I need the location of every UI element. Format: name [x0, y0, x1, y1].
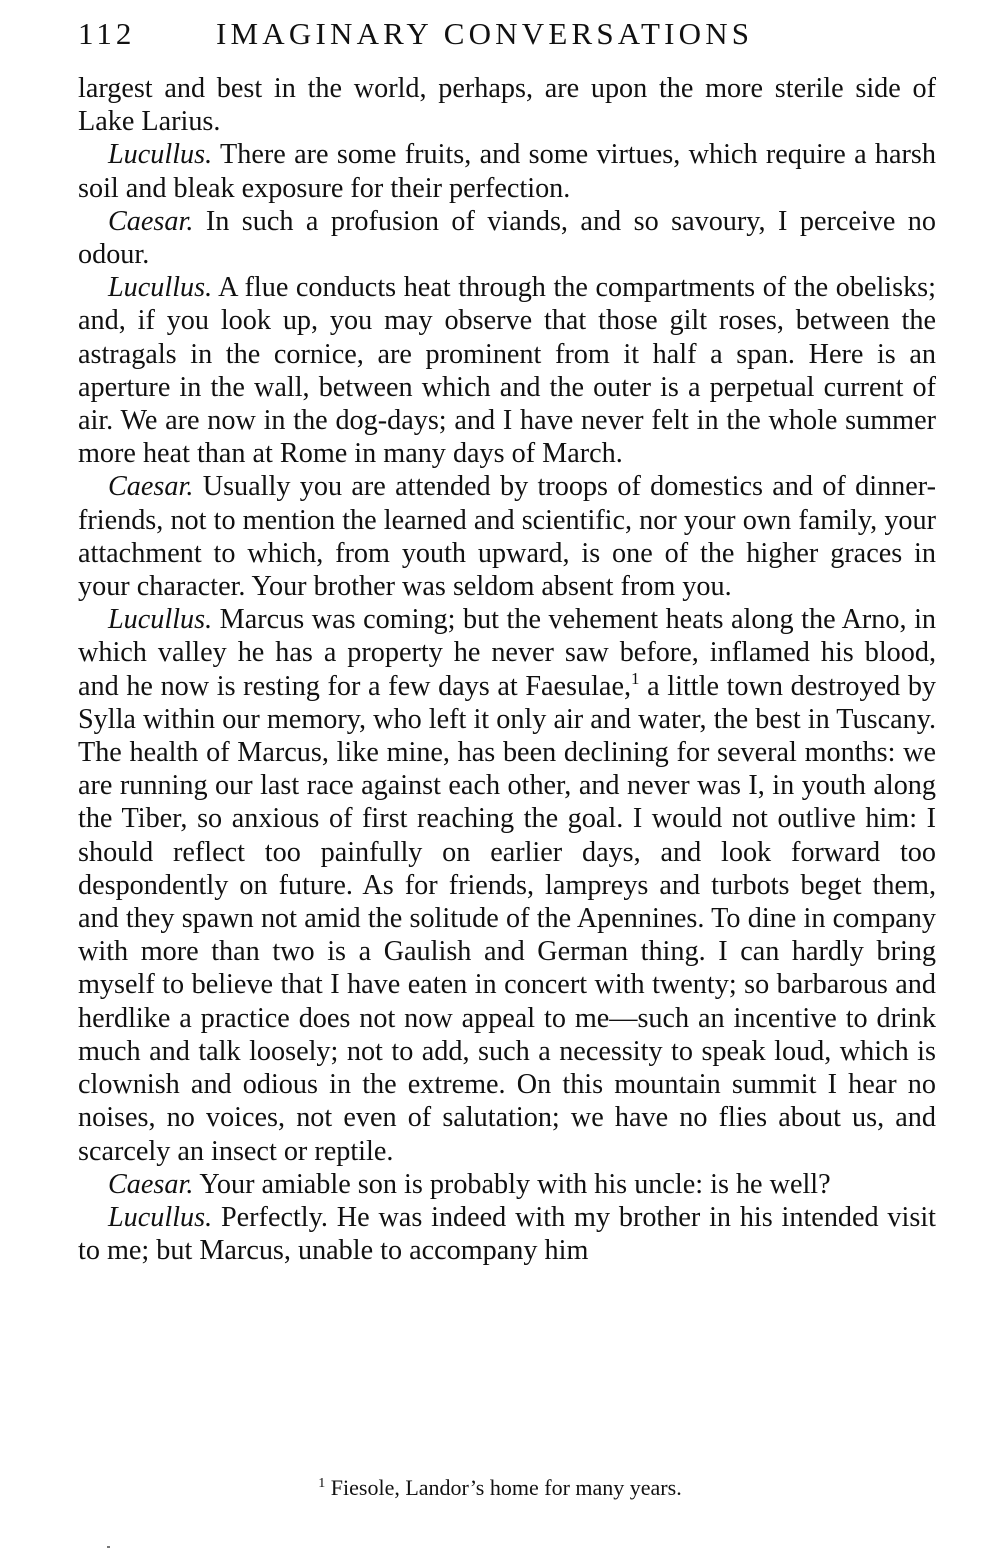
footnote	[0, 1474, 1000, 1502]
running-title: IMAGINARY CONVERSATIONS	[216, 16, 754, 51]
speaker-name: Lucullus.	[108, 604, 213, 636]
dialogue-text: a little town destroyed by Sylla within our memory, who left it only air and water, the best in Tuscany. The health of Marcus, like mine, has been declining for several months: we are running our last race against each other, and never was I, in youth along the Tiber, so anxious of first reaching the goal. I would not outlive him: I should reflect too painfully on earlier days, and look forward too despondently on future. As for friends, lampreys and turbots beget them, and they spawn not amid the solitude of the Apennines. To dine in company with more than two is a Gaulish and German thing. I can hardly bring myself to believe that I have eaten in concert with twenty; so barbarous and herdlike a practice does not now appeal to me—such an incentive to drink much and talk loosely; not to add, such a necessity to speak loud, which is clownish and odious in the extreme. On this mountain summit I hear no noises, no voices, not even of salutation; we have no flies about us, and scarcely an insect or reptile.	[78, 670, 937, 1167]
dialogue-paragraph	[78, 470, 936, 603]
dialogue-text: Perfectly. He was indeed with my brother in his intended visit to me; but Marcus, unable to accompany him	[78, 1201, 936, 1267]
paragraph	[78, 72, 936, 138]
dialogue-paragraph	[78, 205, 936, 271]
dialogue-text: Usually you are attended by troops of domestics and of dinner-friends, not to mention the learned and scientific, nor your own family, your attachment to which, from youth upward, is one of the higher graces in your character. Your brother was seldom absent from you.	[78, 471, 936, 603]
dialogue-text: A flue conducts heat through the compartments of the obelisks; and, if you look up, you may observe that those gilt roses, between the astragals in the cornice, are prominent from it half a span. Here is an aperture in the wall, between which and the outer is a perpetual current of air. We are now in the dog-days; and I have never felt in the whole summer more heat than at Rome in many days of March.	[78, 272, 936, 470]
dialogue-paragraph	[78, 1168, 936, 1201]
dialogue-paragraph	[78, 138, 936, 204]
dialogue-text: Your amiable son is probably with his uncle: is he well?	[193, 1168, 831, 1200]
ink-speck	[107, 1546, 110, 1548]
speaker-name: Lucullus.	[108, 1201, 213, 1233]
dialogue-text: Marcus was coming; but the vehement heats along the Arno, in which valley he has a property he never saw before, inflamed his blood, and he now is resting for a few days at Faesulae,	[78, 604, 936, 702]
dialogue-paragraph	[78, 603, 936, 1167]
page-number: 112	[78, 16, 136, 51]
footnote-text: Fiesole, Landor’s home for many years.	[325, 1475, 682, 1500]
speaker-name: Lucullus.	[108, 272, 213, 304]
footnote-reference: 1	[631, 668, 640, 688]
dialogue-paragraph	[78, 1201, 936, 1267]
dialogue-text: In such a profusion of viands, and so savoury, I perceive no odour.	[78, 205, 936, 271]
paragraph-text: largest and best in the world, perhaps, are upon the more sterile side of Lake Larius.	[78, 73, 936, 138]
speaker-name: Caesar.	[108, 471, 194, 503]
running-header	[78, 14, 938, 54]
speaker-name: Lucullus.	[108, 139, 213, 171]
footnote-mark: 1	[318, 1476, 326, 1491]
speaker-name: Caesar.	[108, 1168, 194, 1200]
speaker-name: Caesar.	[108, 205, 194, 237]
dialogue-text: There are some fruits, and some virtues, which require a harsh soil and bleak exposure for their perfection.	[78, 139, 936, 204]
dialogue-paragraph	[78, 271, 936, 470]
page-body	[78, 72, 936, 1267]
